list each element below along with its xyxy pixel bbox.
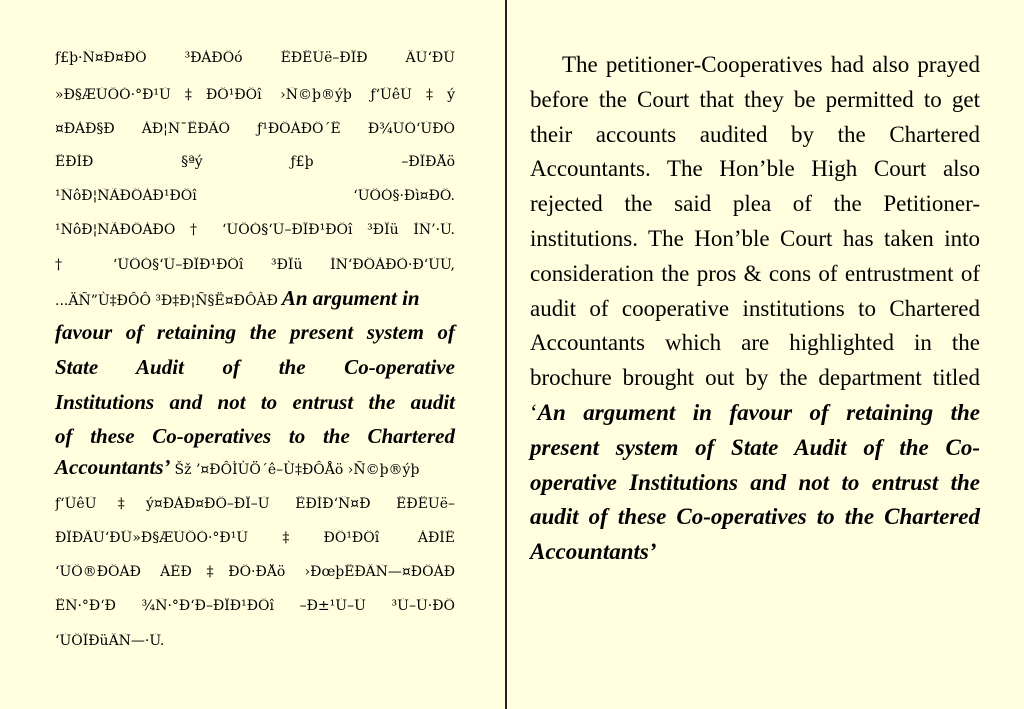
garbled-line: ‘ÙÖ®ÐÔÀÐ ÁÈÐ‡ÐÔ·ÐÅö ›ÐœþÊÐÄÑ—¤ÐÔÀÐ <box>55 564 455 580</box>
mixed-line <box>55 455 455 480</box>
emphasis-text: Accountants’ <box>55 455 171 479</box>
garbled-line: »Ð§ÆÙÖÓ·°Ð¹Ù‡ÐÔ¹ÐÔî ›Ñ©þ®ýþ ƒ‘ÛêÙ‡ý <box>55 87 455 103</box>
emphasis-line: of these Co-operatives to the Chartered <box>55 424 455 448</box>
garbled-line: ÊÑ·°Ð‘Ð ¾Ñ·°Ð‘Ð–ÐÎÐ¹ÐÔî –Ð±¹Ù–Ù ³Ù–Ù·ÐÔ <box>55 598 455 614</box>
paragraph <box>530 48 980 570</box>
garbled-line: ¹ÑôÐ¦ÑÃÐÔÀÐÕ † ‘ÙÖÓ§‘Ù–ÐÎÐ¹ÐÔî ³ÐÏü ÌÑ’·Ù. <box>55 222 455 238</box>
emphasis-text: An argument in <box>281 286 420 310</box>
garbled-line: ÊÐÌÐ §ªý ƒ£þ –ÐÎÐÅö <box>55 154 455 170</box>
left-page <box>0 0 505 709</box>
emphasis-line: State Audit of the Co-operative <box>55 355 455 379</box>
paragraph-emphasis: An argument in favour of retaining the present system of State Audit of the Co-operative Institutions and not to entrust the audit of these Co-operatives to the Chartered Accountants’ <box>530 399 980 565</box>
garbled-line: † ‘ÙÖÓ§‘Ù–ÐÎÐ¹ÐÔî ³ÐÏü ÌÑ‘ÐÔÀÐÕ·Ð‘ÙÙ, <box>55 257 455 273</box>
garbled-prefix: ...ÄÑ”Ù‡ÐÔÔ ³Ð‡Ð¦Ñ§Ë¤ÐÔÀÐ <box>55 293 278 309</box>
garbled-line: ¹ÑôÐ¦ÑÃÐÔÀÐ¹ÐÔî ‘ÙÖÓ§·Ðì¤ÐÔ. <box>55 188 455 204</box>
paragraph-text: The petitioner-Cooperatives had also prayed before the Court that they be permitted to get their accounts audited by the Chartered Accountants. The Hon’ble High Court also rejected the said plea of the Petitioner-institutions. The Hon’ble Court has taken into consideration the pros & cons of entrustment of audit of cooperative institutions to Chartered Accountants which are highlighted in the brochure brought out by the department titled ‘ <box>530 52 980 425</box>
garbled-line: ‘ÙÖÎÐüÄÑ—·Ù. <box>55 633 165 649</box>
emphasis-line: favour of retaining the present system of <box>55 320 455 344</box>
garbled-suffix: Šž ’¤ÐÔÌÙÖ´ê–Ù‡ÐÔÅö ›Ñ©þ®ýþ <box>174 462 420 478</box>
garbled-line: ÐÎÐÄÙ‘ÐÜ»Ð§ÆÙÖÓ·°Ð¹Ù‡ÐÔ¹ÐÔî ÀÐÍË <box>55 530 455 546</box>
garbled-line: ƒ‘ÛêÙ‡ý¤ÐÀÐ¤ÐÔ–ÐÏ–Ù ÊÐÌÐ‘Ñ¤Ð ÊÐÊÙë– <box>55 496 455 512</box>
emphasis-line: Institutions and not to entrust the audit <box>55 390 455 414</box>
mixed-line <box>55 286 455 311</box>
garbled-line: ƒ£þ·Ñ¤Ð¤ÐÔ ³ÐÀÐÔó ÊÐÊÙë–ÐÎÐ ÄÙ‘ÐÜ <box>55 50 455 66</box>
garbled-line: ¤ÐÀÐ§Ð ÀÐ¦Ñ¯ÊÐÃÔ ƒ¹ÐÔÀÐÔ´Ê Ð¾ÙÓ‘ÙÐÖ <box>55 121 455 137</box>
